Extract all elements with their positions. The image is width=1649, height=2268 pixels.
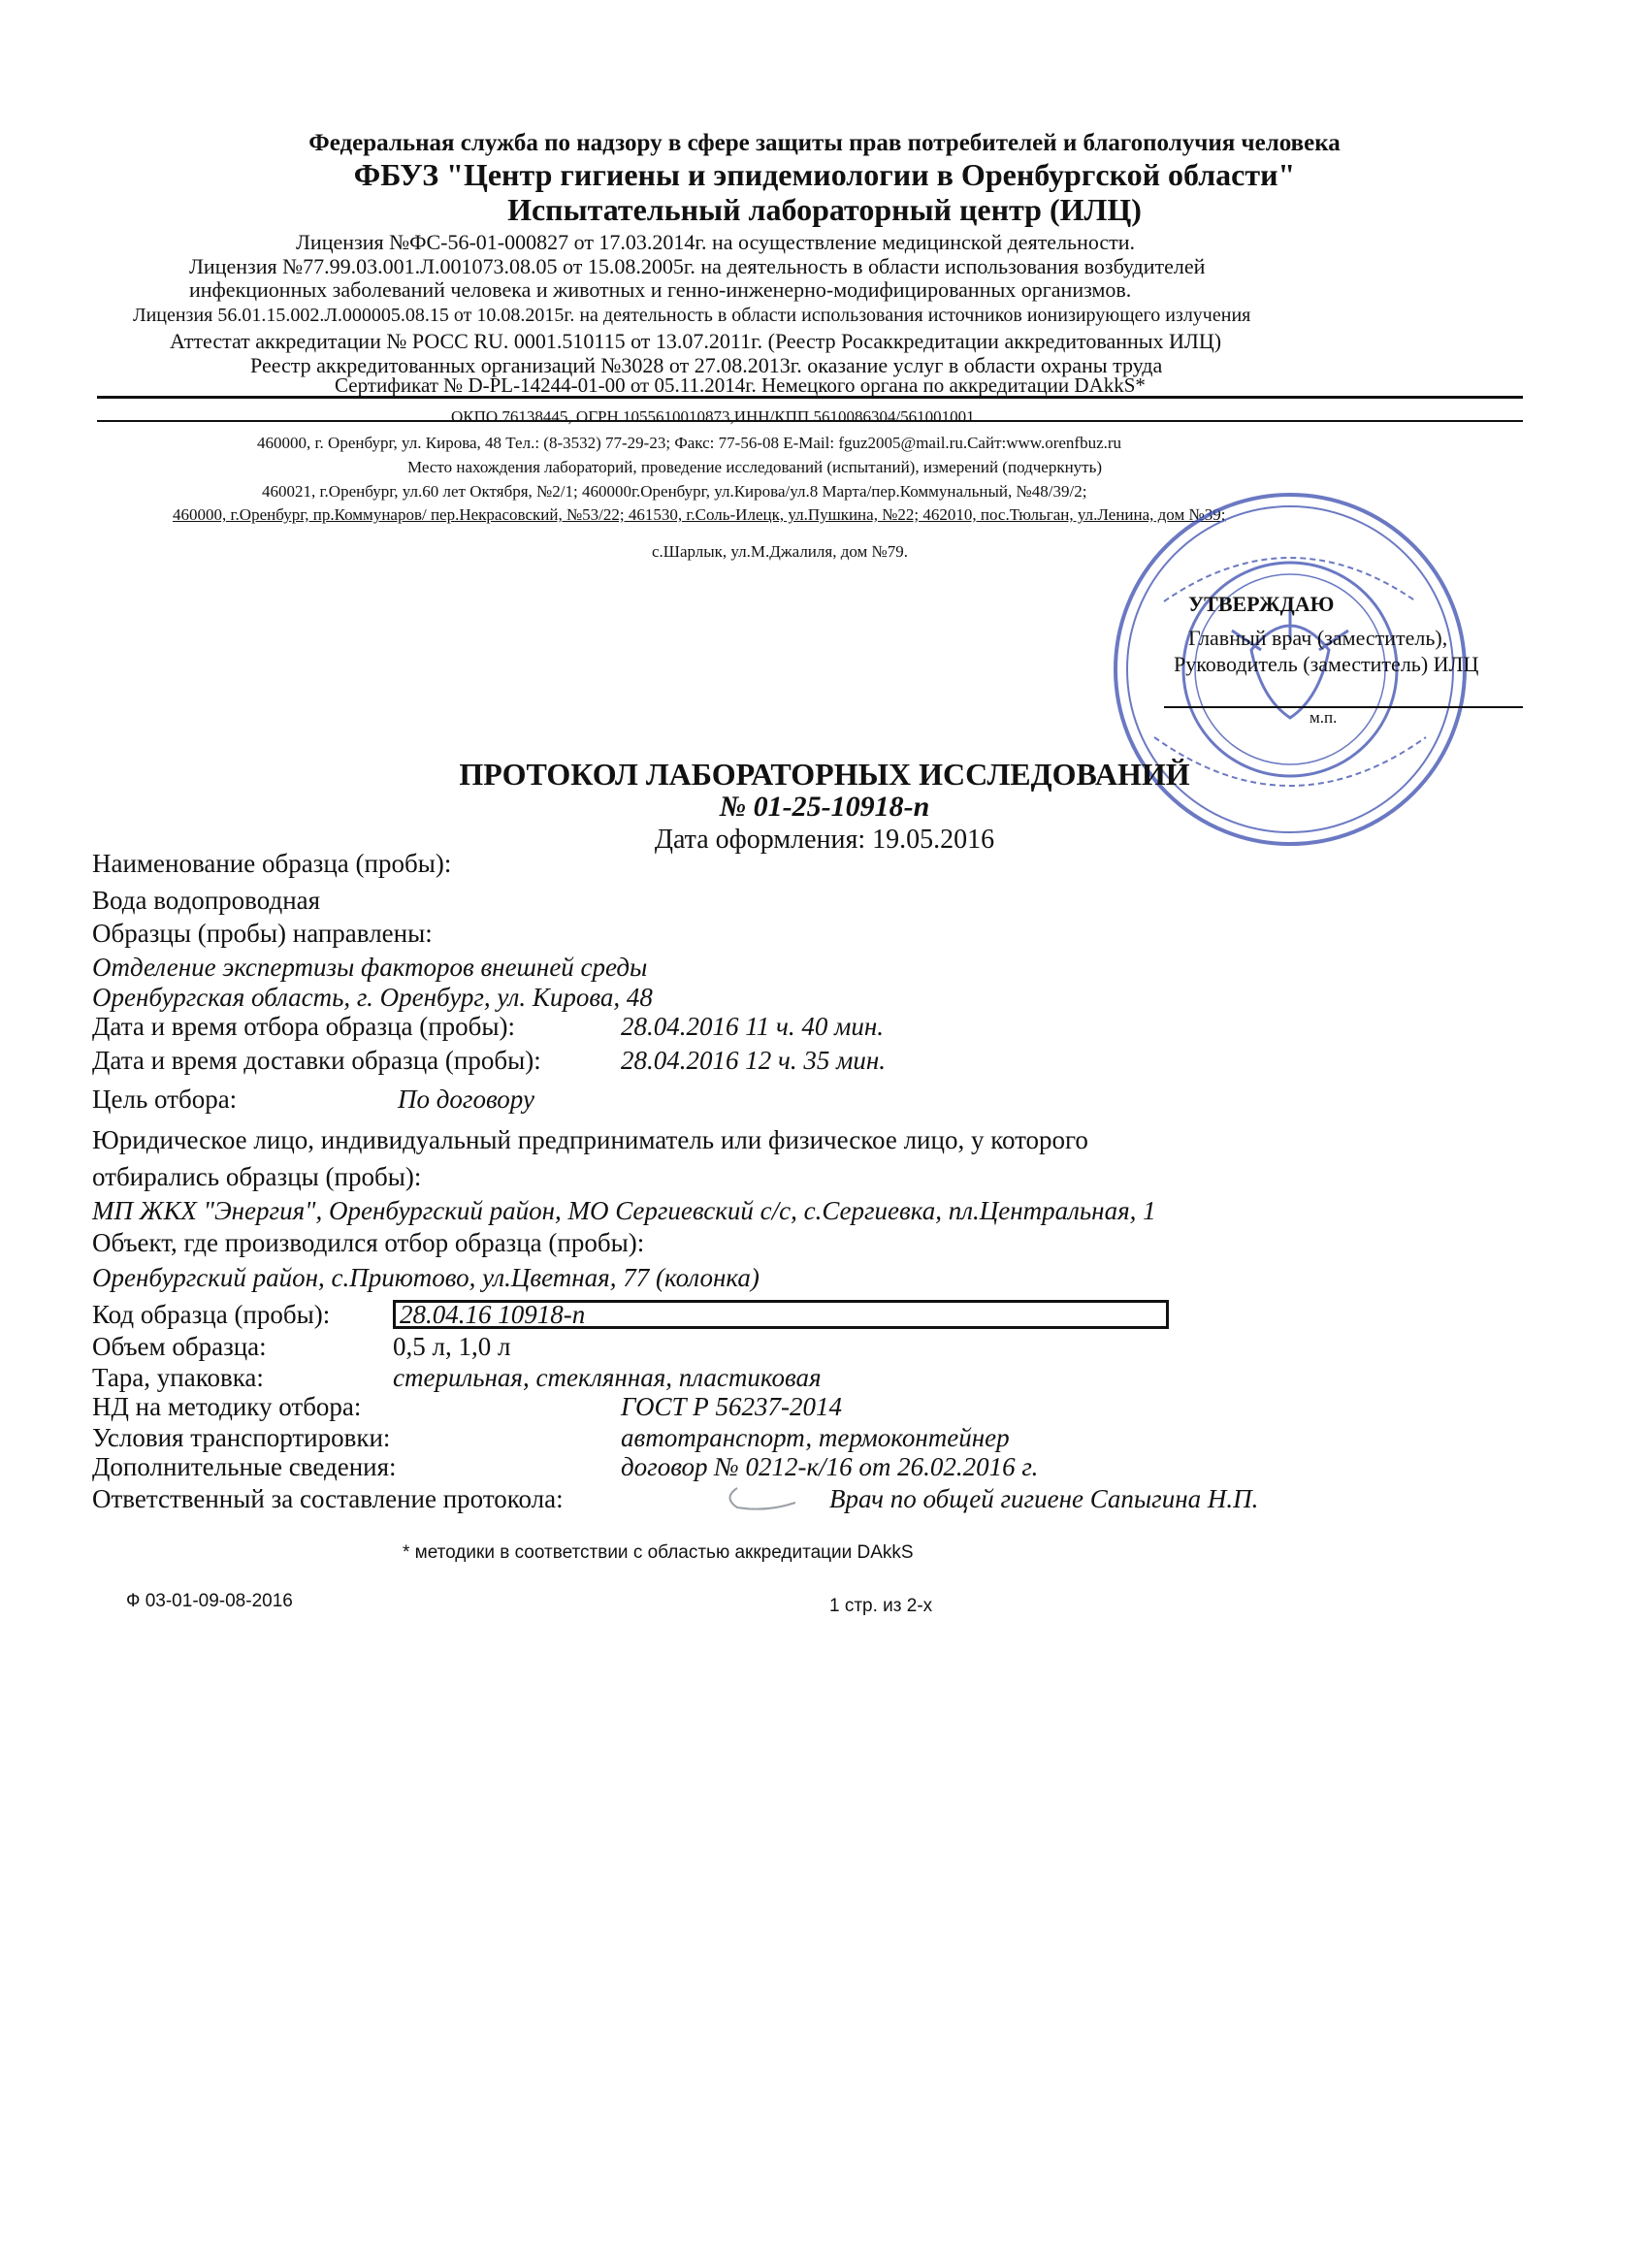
package-value: стерильная, стеклянная, пластиковая [393,1363,822,1392]
code-value: 28.04.16 10918-п [400,1300,586,1329]
nd-value: ГОСТ Р 56237-2014 [621,1392,843,1421]
protocol-title: ПРОТОКОЛ ЛАБОРАТОРНЫХ ИССЛЕДОВАНИЙ [459,757,1190,792]
page-number: 1 стр. из 2-х [829,1596,933,1616]
protocol-date: Дата оформления: 19.05.2016 [654,825,995,855]
volume-value: 0,5 л, 1,0 л [393,1332,511,1361]
laboratory-name: Испытательный лабораторный центр (ИЛЦ) [507,192,1142,227]
purpose-value: По договору [398,1085,534,1114]
extra-info-label: Дополнительные сведения: [92,1452,397,1481]
okpo-line: ОКПО 76138445, ОГРН 1055610010873,ИНН/КПП 5610086304/561001001 [451,407,975,426]
license-line-4: Лицензия 56.01.15.002.Л.000005.08.15 от 10.08.2015г. на деятельность в области использования источников ионизирующего излучения [133,305,1251,326]
responsible-value: Врач по общей гигиене Сапыгина Н.П. [829,1484,1259,1513]
package-label: Тара, упаковка: [92,1363,264,1392]
sample-name-label: Наименование образца (пробы): [92,849,452,878]
license-line-3: инфекционных заболеваний человека и животных и генно-инженерно-модифицированных организмов. [189,277,1132,302]
agency-name: Федеральная служба по надзору в сфере защиты прав потребителей и благополучия человека [308,130,1341,156]
labs-title: Место нахождения лабораторий, проведение исследований (испытаний), измерений (подчеркнуть) [407,458,1103,476]
approval-line-2: Руководитель (заместитель) ИЛЦ [1174,652,1479,676]
sent-by-value-2: Оренбургская область, г. Оренбург, ул. Кирова, 48 [92,983,653,1012]
address-line: 460000, г. Оренбург, ул. Кирова, 48 Тел.: (8-3532) 77-29-23; Факс: 77-56-08 E-Mail: fguz2005@mail.ru.Сайт:www.orenfbuz.ru [257,434,1122,452]
approval-title: УТВЕРЖДАЮ [1188,592,1335,616]
object-value: Оренбургский район, с.Приютово, ул.Цветная, 77 (колонка) [92,1263,760,1292]
certificate-line: Сертификат № D-PL-14244-01-00 от 05.11.2014г. Немецкого органа по аккредитации DAkkS* [335,373,1146,397]
approval-line-1: Главный врач (заместитель), [1188,626,1448,650]
purpose-label: Цель отбора: [92,1085,238,1114]
mp-label: м.п. [1310,708,1338,727]
license-line-1: Лицензия №ФС-56-01-000827 от 17.03.2014г. на осуществление медицинской деятельности. [296,230,1136,254]
entity-value: МП ЖКХ "Энергия", Оренбургский район, МО Сергиевский с/с, с.Сергиевка, пл.Центральная, 1 [92,1196,1156,1225]
sampling-datetime-label: Дата и время отбора образца (пробы): [92,1012,516,1041]
labs-address-3: с.Шарлык, ул.М.Джалиля, дом №79. [652,542,909,561]
form-code: Ф 03-01-09-08-2016 [126,1591,293,1611]
nd-label: НД на методику отбора: [92,1392,362,1421]
organization-name: ФБУЗ "Центр гигиены и эпидемиологии в Оренбургской области" [353,157,1296,192]
delivery-datetime-value: 28.04.2016 12 ч. 35 мин. [621,1046,887,1075]
responsible-label: Ответственный за составление протокола: [92,1484,564,1513]
sent-by-label: Образцы (пробы) направлены: [92,919,433,948]
license-line-2: Лицензия №77.99.03.001.Л.001073.08.05 от 15.08.2005г. на деятельность в области использования возбудителей [189,254,1206,278]
sample-name-value: Вода водопроводная [92,886,321,915]
transport-label: Условия транспортировки: [92,1423,391,1452]
accreditation-line: Аттестат аккредитации № РОСС RU. 0001.510115 от 13.07.2011г. (Реестр Росаккредитации аккредитованных ИЛЦ) [170,329,1222,353]
entity-label-1: Юридическое лицо, индивидуальный предприниматель или физическое лицо, у которого [92,1125,1088,1154]
signature-line [1164,706,1523,708]
entity-label-2: отбирались образцы (пробы): [92,1162,422,1191]
sent-by-value-1: Отделение экспертизы факторов внешней среды [92,953,648,982]
labs-address-2: 460000, г.Оренбург, пр.Коммунаров/ пер.Некрасовский, №53/22; 461530, г.Соль-Илецк, ул.Пушкина, №22; 462010, пос.Тюльган, ул.Ленина, дом №39; [173,505,1226,524]
extra-info-value: договор № 0212-к/16 от 26.02.2016 г. [621,1452,1039,1481]
volume-label: Объем образца: [92,1332,267,1361]
transport-value: автотранспорт, термоконтейнер [621,1423,1010,1452]
methods-note: * методики в соответствии с областью аккредитации DAkkS [403,1542,914,1563]
code-label: Код образца (пробы): [92,1300,331,1329]
registry-line: Реестр аккредитованных организаций №3028 от 27.08.2013г. оказание услуг в области охраны труда [250,353,1163,377]
delivery-datetime-label: Дата и время доставки образца (пробы): [92,1046,541,1075]
protocol-number: № 01-25-10918-п [719,791,930,823]
signature-icon [718,1476,815,1515]
object-label: Объект, где производился отбор образца (пробы): [92,1228,645,1257]
sampling-datetime-value: 28.04.2016 11 ч. 40 мин. [621,1012,885,1041]
labs-address-1: 460021, г.Оренбург, ул.60 лет Октября, №2/1; 460000г.Оренбург, ул.Кирова/ул.8 Марта/пер.Коммунальный, №48/39/2; [262,482,1087,501]
